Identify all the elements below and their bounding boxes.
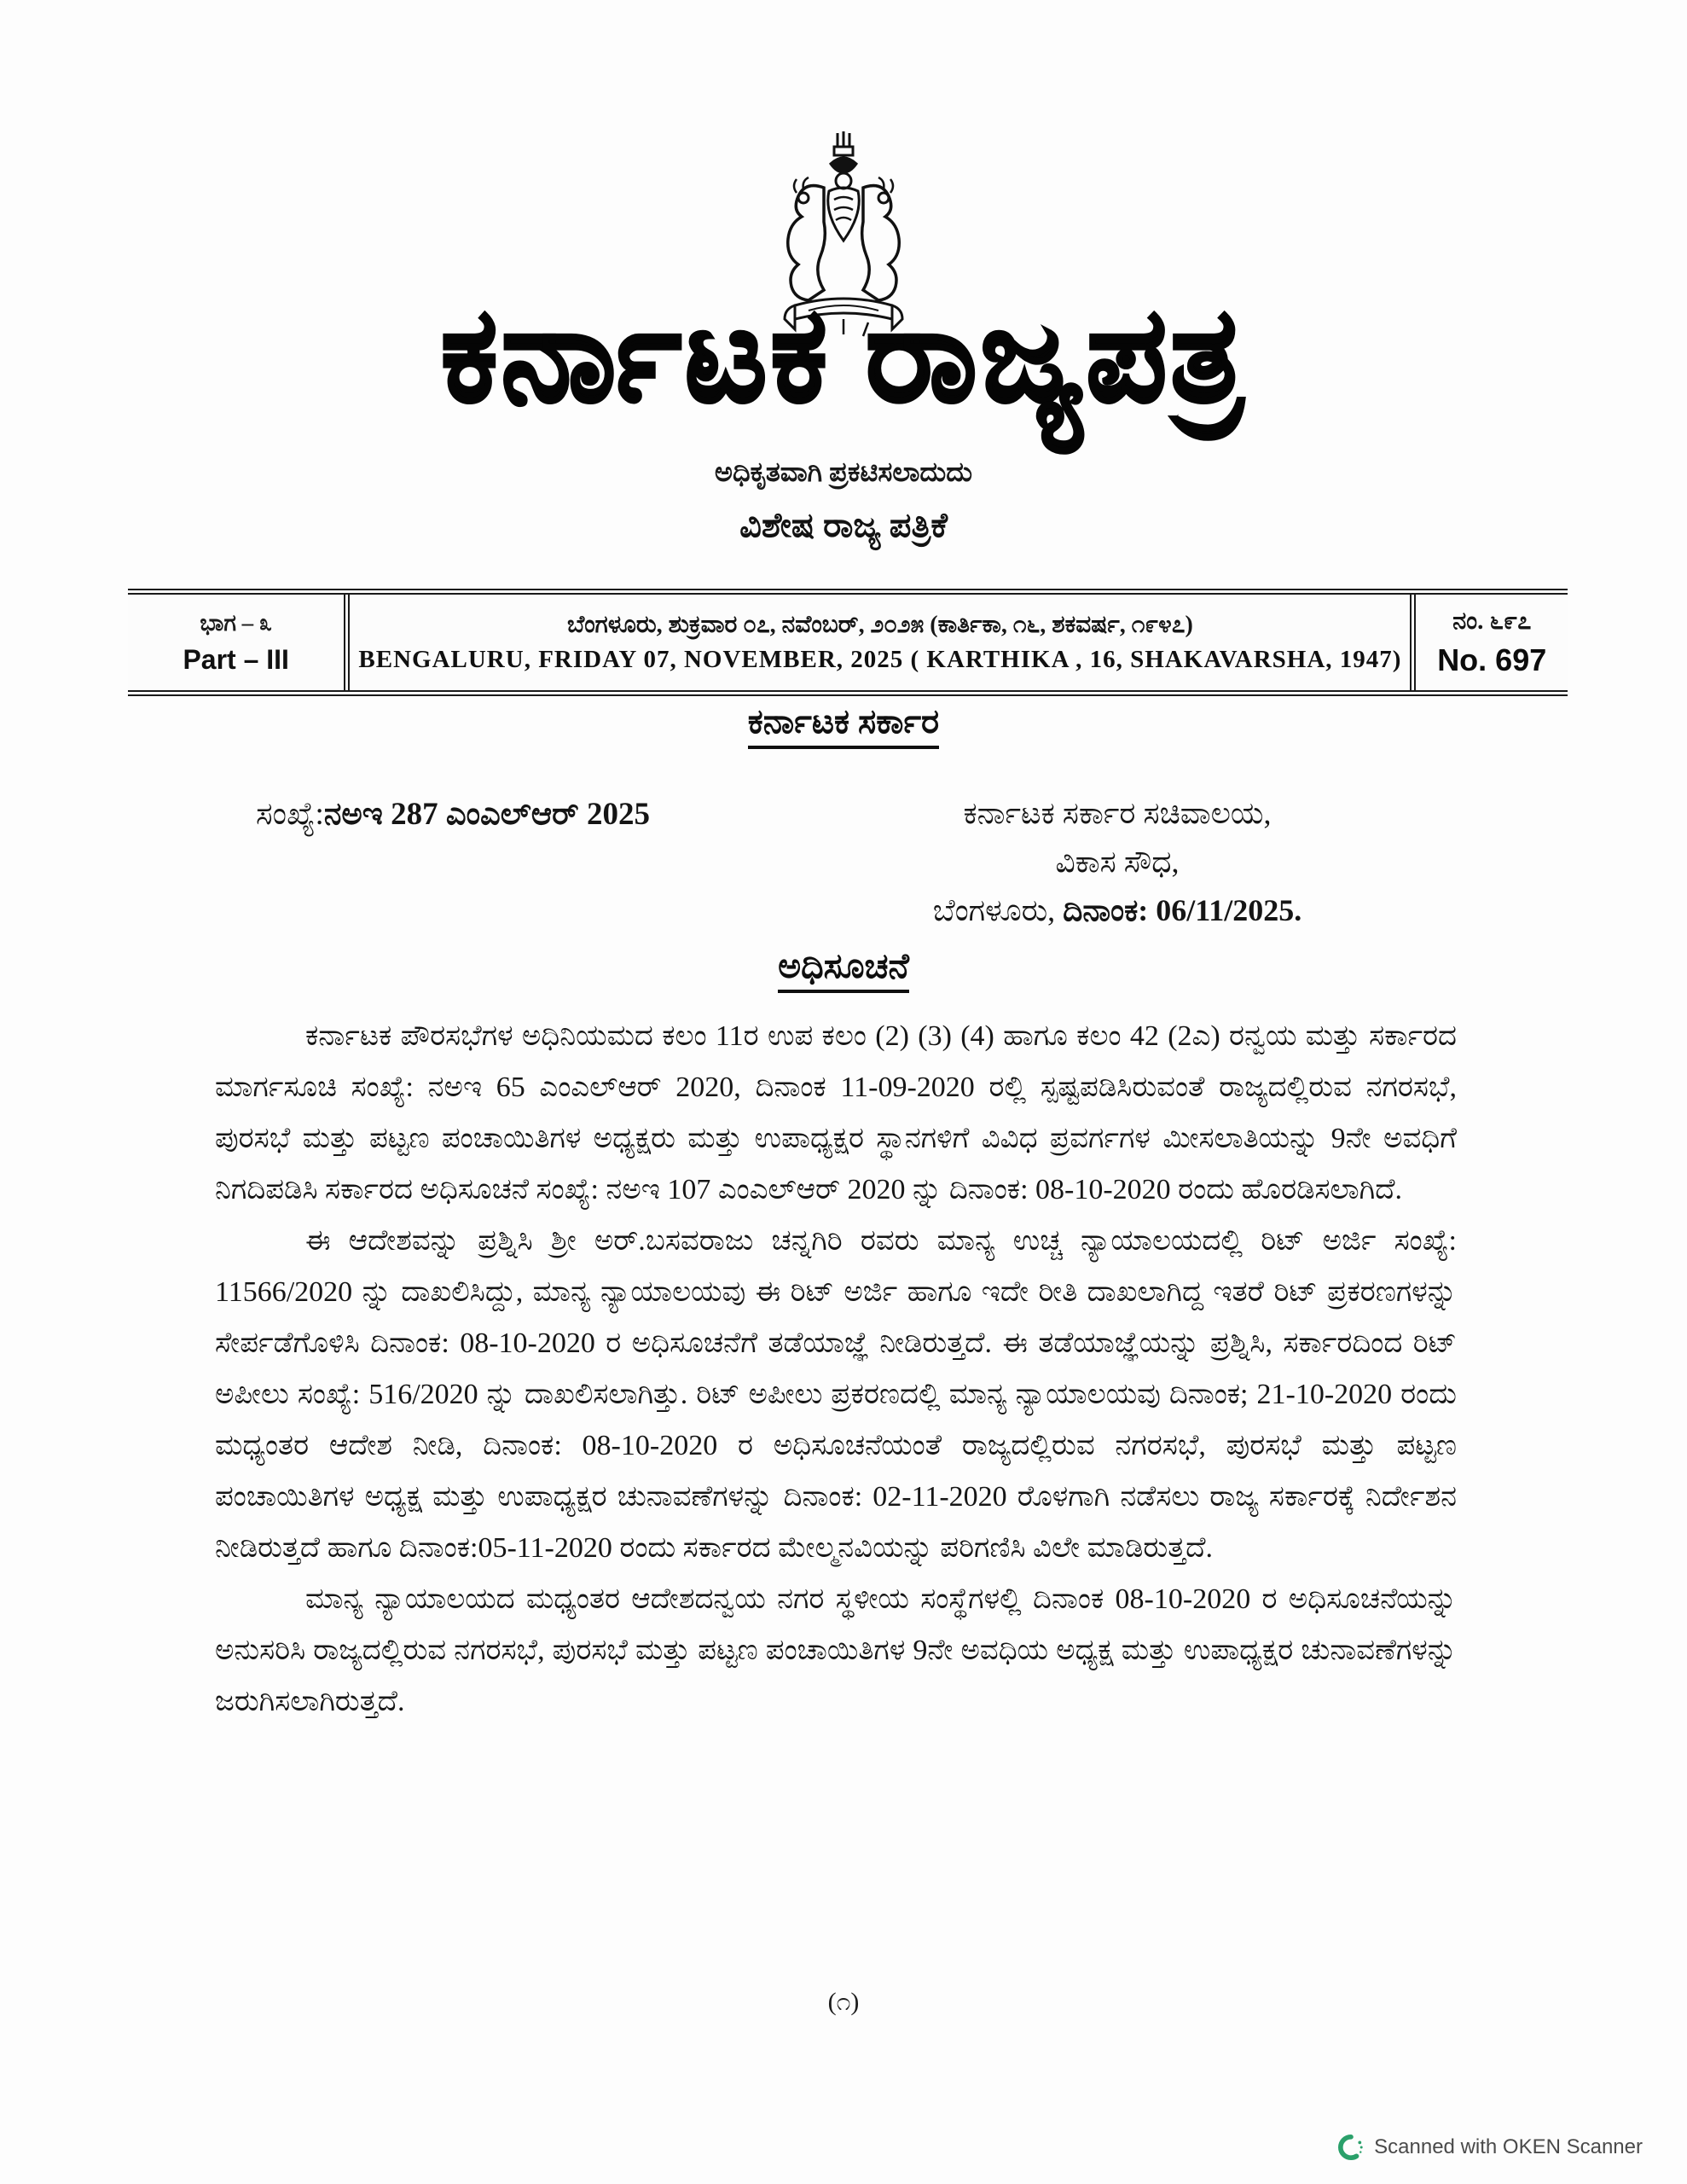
date-line-english: BENGALURU, FRIDAY 07, NOVEMBER, 2025 ( KARTHIKA , 16, SHAKAVARSHA, 1947) xyxy=(358,645,1402,673)
notification-date: ದಿನಾಂಕ: 06/11/2025. xyxy=(1063,893,1302,927)
part-label-kannada: ಭಾಗ – ೩ xyxy=(200,609,273,636)
body-paragraph-3: ಮಾನ್ಯ ನ್ಯಾಯಾಲಯದ ಮಧ್ಯಂತರ ಆದೇಶದನ್ವಯ ನಗರ ಸ್ಥಳೀಯ ಸಂಸ್ಥೆಗಳಲ್ಲಿ ದಿನಾಂಕ 08-10-2020 ರ ಅಧಿಸೂಚನೆಯನ್ನು ಅನುಸರಿಸಿ ರಾಜ್ಯದಲ್ಲಿರುವ ನಗರಸಭೆ, ಪುರಸಭೆ ಮತ್ತು ಪಟ್ಟಣ ಪಂಚಾಯಿತಿಗಳ 9ನೇ ಅವಧಿಯ ಅಧ್ಯಕ್ಷ ಮತ್ತು ಉಪಾಧ್ಯಕ್ಷರ ಚುನಾವಣೆಗಳನ್ನು ಜರುಗಿಸಲಾಗಿರುತ್ತದೆ. xyxy=(215,1583,1457,1717)
notification-number xyxy=(256,796,650,833)
issue-number-kannada: ನಂ. ೬೯೭ xyxy=(1452,607,1532,635)
gazette-header-bar xyxy=(128,589,1568,696)
part-cell xyxy=(128,595,350,690)
page-number: (೧) xyxy=(827,1988,860,2016)
body-paragraph-2: ಈ ಆದೇಶವನ್ನು ಪ್ರಶ್ನಿಸಿ ಶ್ರೀ ಅರ್.ಬಸವರಾಜು ಚನ್ನಗಿರಿ ರವರು ಮಾನ್ಯ ಉಚ್ಚ ನ್ಯಾಯಾಲಯದಲ್ಲಿ ರಿಟ್ ಅರ್ಜಿ ಸಂಖ್ಯೆ: 11566/2020 ನ್ನು ದಾಖಲಿಸಿದ್ದು, ಮಾನ್ಯ ನ್ಯಾಯಾಲಯವು ಈ ರಿಟ್ ಅರ್ಜಿ ಹಾಗೂ ಇದೇ ರೀತಿ ದಾಖಲಾಗಿದ್ದ ಇತರೆ ರಿಟ್ ಪ್ರಕರಣಗಳನ್ನು ಸೇರ್ಪಡೆಗೊಳಿಸಿ ದಿನಾಂಕ: 08-10-2020 ರ ಅಧಿಸೂಚನೆಗೆ ತಡೆಯಾಜ್ಞೆ ನೀಡಿರುತ್ತದೆ. ಈ ತಡೆಯಾಜ್ಞೆಯನ್ನು ಪ್ರಶ್ನಿಸಿ, ಸರ್ಕಾರದಿಂದ ರಿಟ್ ಅಪೀಲು ಸಂಖ್ಯೆ: 516/2020 ನ್ನು ದಾಖಲಿಸಲಾಗಿತ್ತು. ರಿಟ್ ಅಪೀಲು ಪ್ರಕರಣದಲ್ಲಿ ಮಾನ್ಯ ನ್ಯಾಯಾಲಯವು ದಿನಾಂಕ; 21-10-2020 ರಂದು ಮಧ್ಯಂತರ ಆದೇಶ ನೀಡಿ, ದಿನಾಂಕ: 08-10-2020 ರ ಅಧಿಸೂಚನೆಯಂತೆ ರಾಜ್ಯದಲ್ಲಿರುವ ನಗರಸಭೆ, ಪುರಸಭೆ ಮತ್ತು ಪಟ್ಟಣ ಪಂಚಾಯಿತಿಗಳ ಅಧ್ಯಕ್ಷ ಮತ್ತು ಉಪಾಧ್ಯಕ್ಷರ ಚುನಾವಣೆಗಳನ್ನು ದಿನಾಂಕ: 02-11-2020 ರೊಳಗಾಗಿ ನಡೆಸಲು ರಾಜ್ಯ ಸರ್ಕಾರಕ್ಕೆ ನಿರ್ದೇಶನ ನೀಡಿರುತ್ತದೆ ಹಾಗೂ ದಿನಾಂಕ:05-11-2020 ರಂದು ಸರ್ಕಾರದ ಮೇಲ್ಮನವಿಯನ್ನು ಪರಿಗಣಿಸಿ ವಿಲೇ ಮಾಡಿರುತ್ತದೆ. xyxy=(215,1225,1457,1564)
notification-body xyxy=(215,1011,1457,1728)
date-line-kannada: ಬೆಂಗಳೂರು, ಶುಕ್ರವಾರ ೦೭, ನವೆಂಬರ್, ೨೦೨೫ (ಕಾರ್ತಿಕಾ, ೧೬, ಶಕವರ್ಷ, ೧೯೪೭) xyxy=(567,611,1193,638)
number-value: ನಅಇ 287 ಎಂಎಲ್ಆರ್ 2025 xyxy=(323,797,650,832)
secretariat-address xyxy=(810,789,1424,935)
number-label: ಸಂಖ್ಯೆ: xyxy=(256,797,324,832)
body-paragraph-1: ಕರ್ನಾಟಕ ಪೌರಸಭೆಗಳ ಅಧಿನಿಯಮದ ಕಲಂ 11ರ ಉಪ ಕಲಂ (2) (3) (4) ಹಾಗೂ ಕಲಂ 42 (2ಎ) ರನ್ವಯ ಮತ್ತು ಸರ್ಕಾರದ ಮಾರ್ಗಸೂಚಿ ಸಂಖ್ಯೆ: ನಅಇ 65 ಎಂಎಲ್‌ಆರ್ 2020, ದಿನಾಂಕ 11-09-2020 ರಲ್ಲಿ ಸ್ಪಷ್ಟಪಡಿಸಿರುವಂತೆ ರಾಜ್ಯದಲ್ಲಿರುವ ನಗರಸಭೆ, ಪುರಸಭೆ ಮತ್ತು ಪಟ್ಟಣ ಪಂಚಾಯಿತಿಗಳ ಅಧ್ಯಕ್ಷರು ಮತ್ತು ಉಪಾಧ್ಯಕ್ಷರ ಸ್ಥಾನಗಳಿಗೆ ವಿವಿಧ ಪ್ರವರ್ಗಗಳ ಮೀಸಲಾತಿಯನ್ನು 9ನೇ ಅವಧಿಗೆ ನಿಗದಿಪಡಿಸಿ ಸರ್ಕಾರದ ಅಧಿಸೂಚನೆ ಸಂಖ್ಯೆ: ನಅಇ 107 ಎಂಎಲ್‌ಆರ್ 2020 ನ್ನು ದಿನಾಂಕ: 08-10-2020 ರಂದು ಹೊರಡಿಸಲಾಗಿದೆ. xyxy=(215,1020,1457,1205)
gazette-title: ಕರ್ನಾಟಕ ರಾಜ್ಯಪತ್ರ xyxy=(441,283,1246,430)
issue-number-cell xyxy=(1410,595,1568,690)
issue-number-english: No. 697 xyxy=(1437,642,1547,677)
address-line-3: ಬೆಂಗಳೂರು, ದಿನಾಂಕ: 06/11/2025. xyxy=(932,893,1302,927)
scanner-watermark xyxy=(1338,2135,1643,2160)
masthead-special-gazette-line: ವಿಶೇಷ ರಾಜ್ಯ ಪತ್ರಿಕೆ xyxy=(739,506,948,544)
address-line-2: ವಿಕಾಸ ಸೌಧ, xyxy=(1055,845,1180,879)
address-line-1: ಕರ್ನಾಟಕ ಸರ್ಕಾರ ಸಚಿವಾಲಯ, xyxy=(963,796,1272,830)
part-label-english: Part – III xyxy=(183,643,289,675)
oken-scanner-icon xyxy=(1338,2135,1364,2160)
scanner-text: Scanned with OKEN Scanner xyxy=(1374,2135,1643,2158)
government-of-karnataka-heading: ಕರ್ನಾಟಕ ಸರ್ಕಾರ xyxy=(0,701,1687,741)
date-cell xyxy=(350,595,1410,690)
notification-heading: ಅಧಿಸೂಚನೆ xyxy=(0,945,1687,987)
masthead-official-line: ಅಧಿಕೃತವಾಗಿ ಪ್ರಕಟಿಸಲಾದುದು xyxy=(714,456,973,487)
